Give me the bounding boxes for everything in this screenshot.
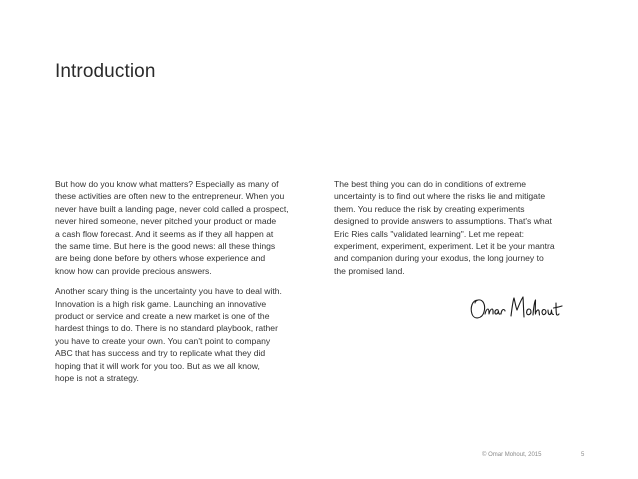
text-line: uncertainty is to find out where the risks lie and mitigate [334, 191, 546, 202]
text-line: the promised land. [334, 265, 405, 276]
text-line: hoping that it will work for you too. But as we all know, [55, 360, 260, 371]
text-line: Innovation is a high risk game. Launching an innovative [55, 298, 267, 309]
left-paragraph-1 [55, 178, 317, 277]
text-line: a cash flow forecast. And it seems as if they all happen at [55, 228, 274, 239]
left-text-column [55, 178, 317, 393]
text-line: never hired someone, never pitched your product or made [55, 216, 277, 227]
text-line: these activities are often new to the entrepreneur. When you [55, 191, 285, 202]
left-paragraph-2 [55, 285, 317, 384]
text-line: are being done before by others whose experience and [55, 253, 266, 264]
slide-title: Introduction [55, 61, 156, 82]
text-line: them. You reduce the risk by creating experiments [334, 203, 525, 214]
text-line: you have to create your own. You can't point to company [55, 335, 271, 346]
text-line: and companion during your exodus, the long journey to [334, 253, 544, 264]
footer-copyright: © Omar Mohout, 2015 [482, 452, 542, 458]
text-line: But how do you know what matters? Especially as many of [55, 179, 279, 189]
text-line: the same time. But here is the good news: all these things [55, 241, 276, 252]
text-line: never have built a landing page, never cold called a prospect, [55, 203, 289, 214]
text-line: hardest things to do. There is no standard playbook, rather [55, 323, 278, 334]
text-line: ABC that has success and try to replicate what they did [55, 348, 266, 359]
text-line: hope is not a strategy. [55, 373, 139, 384]
handwritten-signature-icon [468, 292, 568, 326]
right-paragraph-1 [334, 178, 596, 277]
page-number: 5 [581, 452, 585, 458]
text-line: product or service and create a new market is one of the [55, 311, 270, 322]
text-line: The best thing you can do in conditions of extreme [334, 179, 527, 189]
text-line: know how can provide precious answers. [55, 265, 212, 276]
text-line: experiment, experiment, experiment. Let it be your mantra [334, 241, 555, 252]
text-line: Another scary thing is the uncertainty you have to deal with. [55, 286, 282, 297]
text-line: designed to provide answers to assumptions. That's what [334, 216, 552, 227]
text-line: Eric Ries calls "validated learning". Let me repeat: [334, 228, 525, 239]
right-text-column [334, 178, 596, 285]
